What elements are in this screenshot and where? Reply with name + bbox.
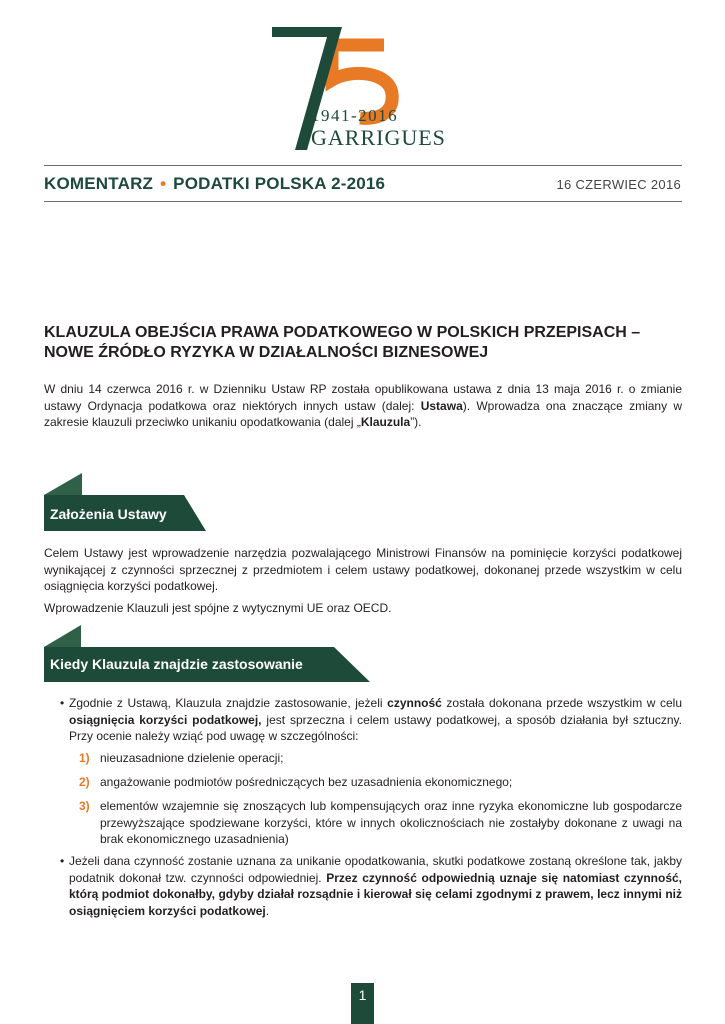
section-heading-zalozenia [44,473,209,533]
bullet-dot: • [60,696,65,710]
section-heading-label: Kiedy Klauzula znajdzie zastosowanie [50,656,303,672]
bullet-dot: • [60,854,65,868]
bullet-bold: osiągnięcia korzyści podatkowej, [69,712,262,727]
numbered-item [79,750,682,767]
section-heading-kiedy [44,625,374,683]
section-banner-shape [44,625,374,683]
section1-paragraph-2: Wprowadzenie Klauzuli jest spójne z wytycznymi UE oraz OECD. [44,601,392,615]
header-rule-bottom [44,201,682,202]
page-number: 1 [351,983,374,1024]
bullet-text: została dokonana przede wszystkim w celu [441,696,683,710]
header-title [44,174,385,194]
item-number: 3) [79,799,90,813]
bullet-text: Zgodnie z Ustawą, Klauzula znajdzie zastosowanie, jeżeli [69,696,388,710]
intro-bold-klauzula: Klauzula [360,415,411,429]
header-rule-top [44,165,682,166]
item-number: 2) [79,775,90,789]
item-text: angażowanie podmiotów pośredniczących bez uzasadnienia ekonomicznego; [100,775,513,789]
bullet-bold: czynność [387,696,442,710]
intro-bold-ustawa: Ustawa [420,398,463,413]
logo-name: GARRIGUES [311,125,446,150]
section-heading-label: Założenia Ustawy [50,506,167,522]
bullet-text: . [265,903,270,918]
logo-years: 1941-2016 [311,106,399,125]
item-number: 1) [79,751,90,765]
bullet-text: Jeżeli dana czynność zostanie uznana za unikanie opodatkowania, skutki podatkowe zostaną określone tak, jakby podatnik dokonał tzw. czynności odpowiedniej. [69,854,682,885]
bullet-bold: Przez czynność odpowiednią uznaje się natomiast czynność, którą podmiot dokonałby, gdyby działał rozsądnie i kierował się celami zgodnymi z prawem, lecz innymi niż osiągnięciem korzyści podatkowej [69,870,683,918]
numbered-item [79,774,682,791]
header-date: 16 CZERWIEC 2016 [556,177,681,192]
item-text: nieuzasadnione dzielenie operacji; [100,751,284,765]
numbered-item [79,798,682,848]
bullet-text: jest sprzeczna i celem ustawy podatkowej, a sposób działania był sztuczny. Przy ocenie należy wziąć pod uwagę w szczególności: [69,712,682,743]
intro-text-2: ). Wprowadza ona znaczące zmiany w zakresie klauzuli przeciwko unikaniu opodatkowania (dalej „ [44,398,683,429]
section1-paragraph-1: Celem Ustawy jest wprowadzenie narzędzia pozwalającego Ministrowi Finansów na pominięcie korzyści podatkowej wynikającej z czynności sprzecznej z przedmiotem i celem ustawy podatkowej, dokonanej przede wszystkim w celu osiągnięcia korzyści podatkowej. [44,546,682,593]
header-separator: • [160,174,167,193]
header-publication: PODATKI POLSKA 2-2016 [173,174,386,193]
intro-paragraph [44,381,682,431]
header-section: KOMENTARZ [44,174,154,193]
intro-text-3: ”). [410,415,422,429]
item-text: elementów wzajemnie się znoszących lub kompensujących oraz inne ryzyka ekonomiczne lub gospodarcze przewyższające spodziewane korzyści, które w innych okolicznościach nie zostałyby dokonane z uwagi na brak ekonomicznego uzasadnienia) [100,799,682,846]
section-banner-shape [44,473,209,533]
bullet-item [60,695,682,745]
document-title: KLAUZULA OBEJŚCIA PRAWA PODATKOWEGO W POLSKICH PRZEPISACH – NOWE ŹRÓDŁO RYZYKA W DZIAŁALNOŚCI BIZNESOWEJ [44,324,641,361]
bullet-item [60,853,682,919]
intro-text-1: W dniu 14 czerwca 2016 r. w Dzienniku Ustaw RP została opublikowana ustawa z dnia 13 maja 2016 r. o zmianie ustawy Ordynacja podatkowa oraz niektórych innych ustaw (dalej: [44,382,682,413]
